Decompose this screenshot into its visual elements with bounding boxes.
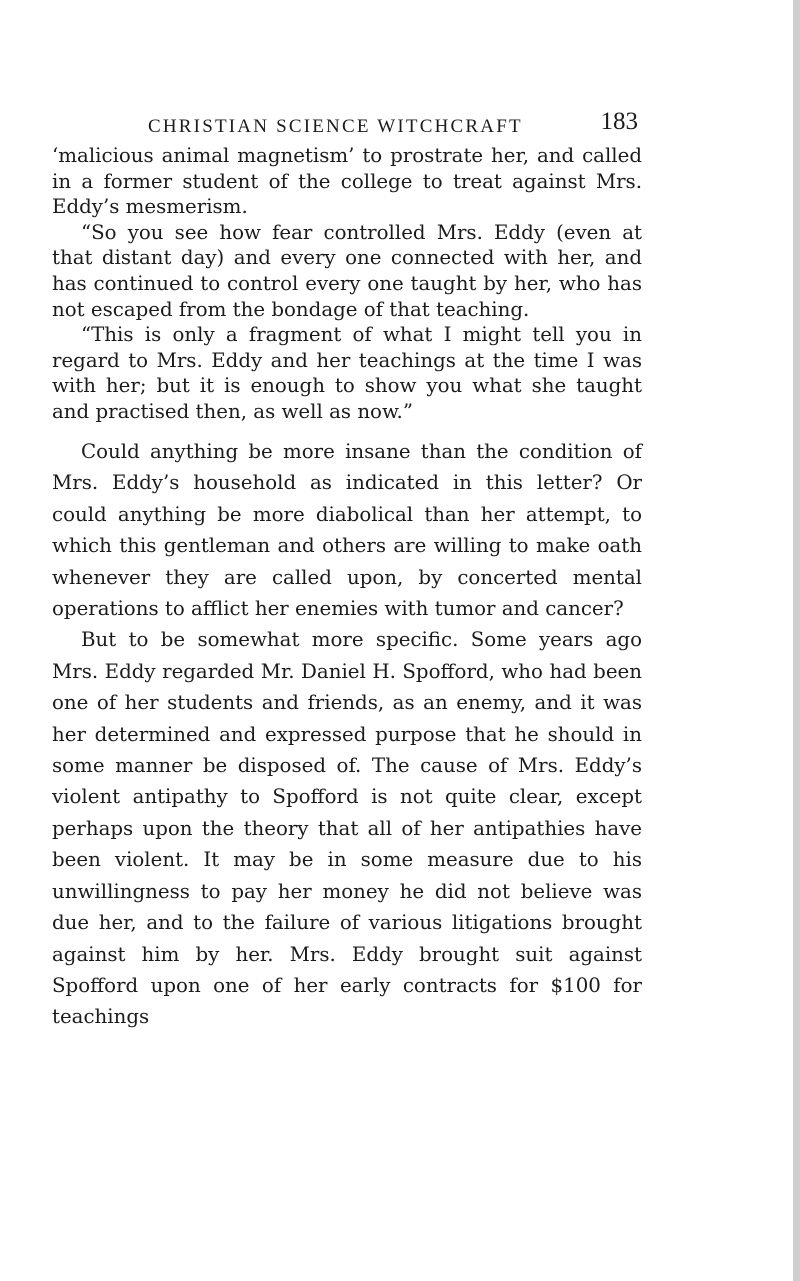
quote-paragraph: “This is only a fragment of what I might tell you in regard to Mrs. Eddy and her teachings at the time I was with her; but it is enough to show you what she taught and practised then, as well as now.” bbox=[52, 323, 642, 423]
running-head: CHRISTIAN SCIENCE WITCHCRAFT bbox=[148, 116, 523, 137]
quote-paragraph: “So you see how fear controlled Mrs. Eddy (even at that distant day) and every one connected with her, and has continued to control every one taught by her, who has not escaped from the bondage of that teaching. bbox=[52, 220, 642, 321]
page-edge bbox=[793, 0, 800, 1281]
body-text bbox=[52, 436, 642, 1033]
page-header bbox=[148, 108, 638, 148]
quoted-letter bbox=[52, 143, 642, 425]
page-number: 183 bbox=[600, 108, 638, 135]
body-paragraph: But to be somewhat more specific. Some years ago Mrs. Eddy regarded Mr. Daniel H. Spofford, who had been one of her students and friends, as an enemy, and it was her determined and expressed purpose that he should in some manner be disposed of. The cause of Mrs. Eddy’s violent antipathy to Spofford is not quite clear, except perhaps upon the theory that all of her antipathies have been violent. It may be in some measure due to his unwillingness to pay her money he did not believe was due her, and to the failure of various litigations brought against him by her. Mrs. Eddy brought suit against Spofford upon one of her early contracts for $100 for teachings bbox=[52, 628, 642, 1029]
body-paragraph: Could anything be more insane than the condition of Mrs. Eddy’s household as indicated in this letter? Or could anything be more diabolical than her attempt, to which this gentleman and others are willing to make oath whenever they are called upon, by concerted mental operations to afflict her enemies with tumor and cancer? bbox=[52, 440, 642, 621]
quote-paragraph: ‘malicious animal magnetism’ to prostrate her, and called in a former student of the college to treat against Mrs. Eddy’s mesmerism. bbox=[52, 144, 642, 219]
